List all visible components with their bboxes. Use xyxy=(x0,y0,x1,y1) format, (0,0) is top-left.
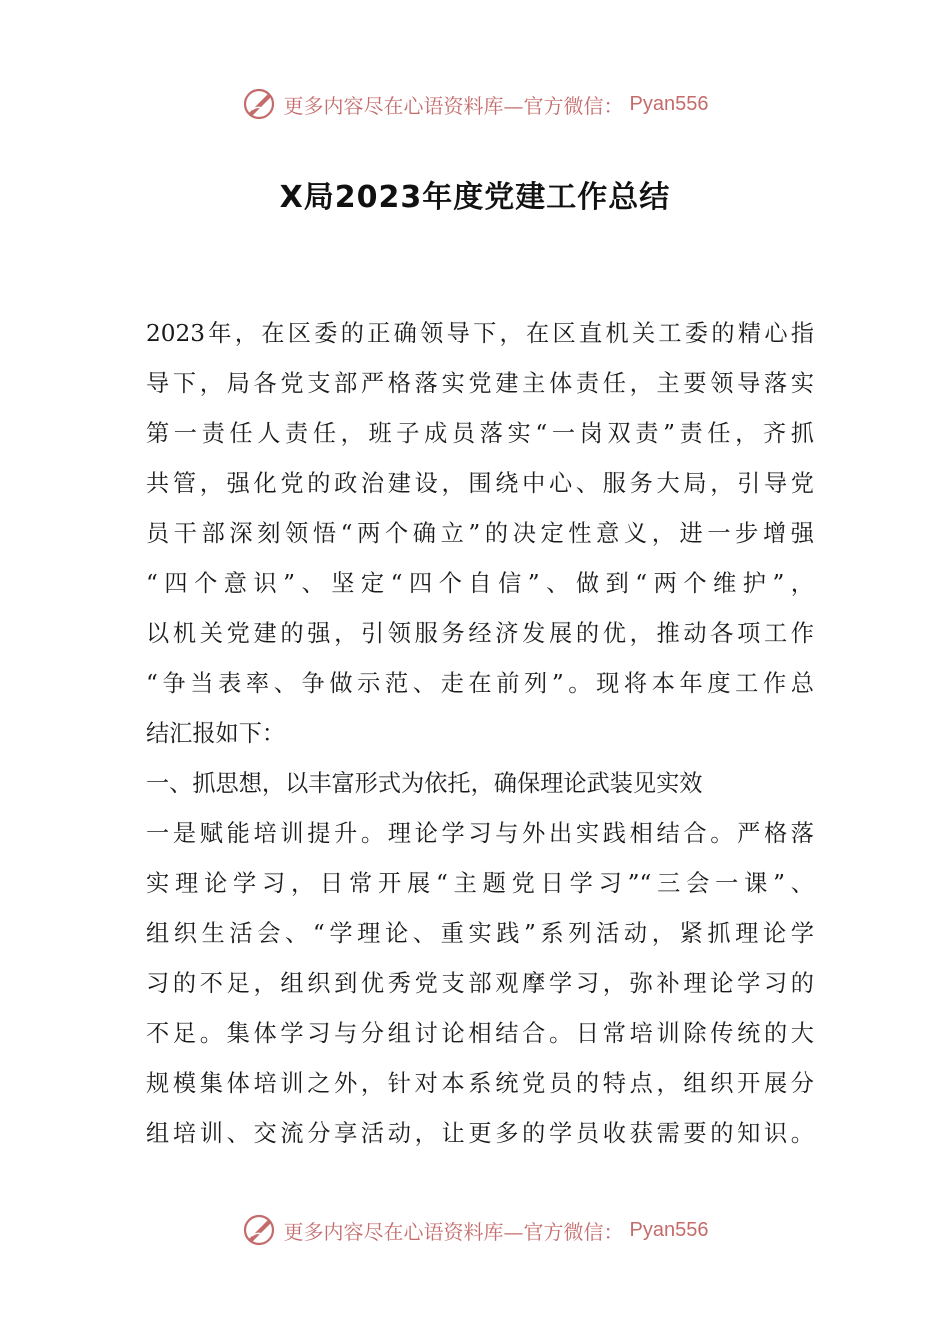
body-line: 习的不足，组织到优秀党支部观摩学习，弥补理论学习的 xyxy=(146,970,814,997)
watermark-text: 更多内容尽在心语资料库—官方微信： xyxy=(283,1219,624,1244)
pen-circle-icon xyxy=(242,86,278,122)
body-line: “争当表率、争做示范、走在前列”。现将本年度工作总 xyxy=(146,670,814,697)
body-line: 2023年，在区委的正确领导下，在区直机关工委的精心指 xyxy=(146,320,814,347)
watermark-wechat-id: Pyan556 xyxy=(629,92,709,115)
document-body xyxy=(146,314,814,1164)
body-line: 规模集体培训之外，针对本系统党员的特点，组织开展分 xyxy=(146,1070,814,1097)
body-line: 结汇报如下： xyxy=(146,720,286,747)
body-line: 共管，强化党的政治建设，围绕中心、服务大局，引导党 xyxy=(146,470,814,497)
body-line: 组培训、交流分享活动，让更多的学员收获需要的知识。 xyxy=(146,1120,814,1147)
body-line: 组织生活会、“学理论、重实践”系列活动，紧抓理论学 xyxy=(146,920,814,947)
body-line: “四个意识”、坚定“四个自信”、做到“两个维护”， xyxy=(146,570,814,597)
pen-circle-icon xyxy=(242,1212,278,1248)
body-line: 一是赋能培训提升。理论学习与外出实践相结合。严格落 xyxy=(146,820,814,847)
body-line: 实理论学习，日常开展“主题党日学习”“三会一课”、 xyxy=(146,870,814,897)
document-title: X局2023年度党建工作总结 xyxy=(279,180,671,215)
body-line: 以机关党建的强，引领服务经济发展的优，推动各项工作 xyxy=(146,620,814,647)
watermark-banner-bottom xyxy=(0,1210,950,1250)
body-line: 不足。集体学习与分组讨论相结合。日常培训除传统的大 xyxy=(146,1020,814,1047)
watermark-banner-top xyxy=(0,84,950,124)
watermark-text: 更多内容尽在心语资料库—官方微信： xyxy=(283,93,624,118)
body-line: 第一责任人责任，班子成员落实“一岗双责”责任，齐抓 xyxy=(146,420,814,447)
body-line: 员干部深刻领悟“两个确立”的决定性意义，进一步增强 xyxy=(146,520,814,547)
body-line: 导下，局各党支部严格落实党建主体责任，主要领导落实 xyxy=(146,370,814,397)
watermark-wechat-id: Pyan556 xyxy=(629,1218,709,1241)
section-heading: 一、抓思想，以丰富形式为依托，确保理论武装见实效 xyxy=(146,770,703,797)
